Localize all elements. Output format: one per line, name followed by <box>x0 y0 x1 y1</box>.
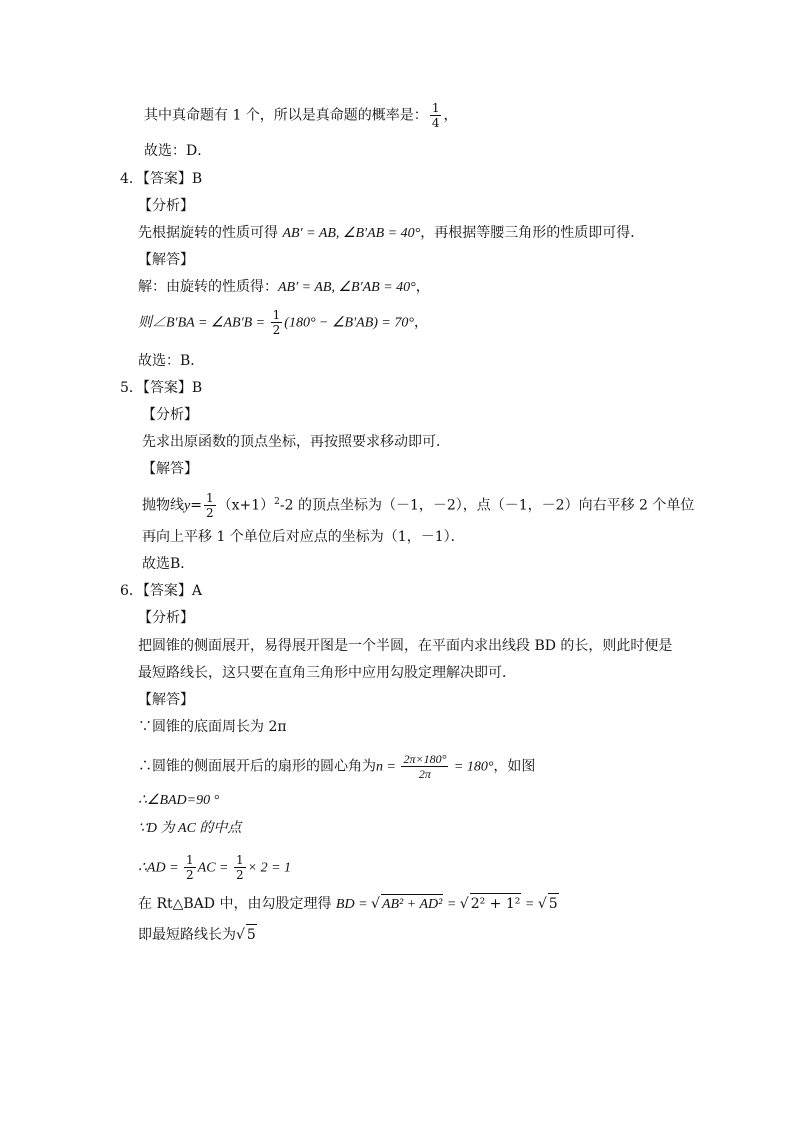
q4-solution-line1 <box>138 277 430 298</box>
math-expression: = 180° <box>450 759 494 775</box>
denominator: 2π <box>401 766 448 781</box>
math-expression: ∴∠BAD=90 ° <box>138 793 220 808</box>
numerator: 1 <box>186 853 194 867</box>
q6-header: 6．【答案】A <box>120 583 203 599</box>
q6-solution-label: 【解答】 <box>138 692 194 708</box>
text: 其中真命题有 1 个，所以是真命题的概率是： <box>144 107 428 124</box>
fraction-one-half <box>204 491 216 520</box>
q4-solution-label: 【解答】 <box>138 252 194 268</box>
superscript: 2 <box>274 496 280 507</box>
q6-step5 <box>138 853 291 882</box>
numerator: 1 <box>236 853 244 867</box>
q6-step2 <box>138 752 535 781</box>
q4-solution-line2 <box>138 308 428 337</box>
text: -2 的顶点坐标为（－1，－2），点（－1，－2）向右平移 2 个单位 <box>279 497 695 514</box>
q4-analysis-label: 【分析】 <box>138 198 194 214</box>
q5-choice: 故选B． <box>142 556 195 572</box>
q6-analysis-line2: 最短路线长，这只要在直角三角形中应用勾股定理解决即可． <box>138 665 516 681</box>
fraction-one-quarter <box>430 101 442 130</box>
math-expression: ∵D 为 AC 的中点 <box>138 821 242 836</box>
math-expression: n = <box>376 759 400 775</box>
text: = <box>190 497 202 514</box>
sqrt-icon: √ <box>371 896 380 912</box>
sqrt-icon: √ <box>537 896 547 912</box>
q6-step4 <box>138 818 241 839</box>
math-expression: = <box>443 897 460 912</box>
q6-step3 <box>138 790 219 811</box>
radicand: 5 <box>548 893 559 914</box>
sqrt-icon: √ <box>236 927 245 943</box>
q6-analysis-line1: 把圆锥的侧面展开，易得展开图是一个半圆，在平面内求出线段 BD 的长，则此时便是 <box>138 638 673 654</box>
denominator: 2 <box>186 868 194 882</box>
math-expression: BD = <box>335 897 372 912</box>
math-expression: AB′ = AB, ∠B′AB = 40° <box>282 226 421 241</box>
radicand: AB² + AD² <box>381 894 443 915</box>
q5-solution-label: 【解答】 <box>142 461 198 477</box>
math-expression: AC = <box>197 860 233 876</box>
text: ∴圆锥的侧面展开后的扇形的圆心角为 <box>138 758 376 775</box>
line-choice-d: 故选：D． <box>144 143 212 159</box>
text: 在 Rt△BAD 中，由勾股定理得 <box>138 896 336 912</box>
text: ， <box>413 314 428 331</box>
text: ，如图 <box>493 758 536 775</box>
math-expression: ∴AD = <box>138 860 183 876</box>
q4-analysis <box>138 223 644 244</box>
q4-header: 4．【答案】B <box>120 171 203 187</box>
q5-header: 5．【答案】B <box>120 380 203 396</box>
denominator: 2 <box>205 506 214 520</box>
denominator: 2 <box>272 323 281 337</box>
text: ， <box>443 107 458 124</box>
q5-solution-line1 <box>142 491 694 520</box>
sqrt-icon: √ <box>459 896 469 912</box>
text: 解：由旋转的性质得： <box>138 279 278 295</box>
denominator: 4 <box>431 116 440 130</box>
numerator: 1 <box>205 491 214 505</box>
denominator: 2 <box>236 868 244 882</box>
math-expression: 则∠B′BA = ∠AB′B = <box>138 315 269 331</box>
numerator: 2π×180° <box>403 752 447 766</box>
q6-analysis-label: 【分析】 <box>138 610 194 626</box>
q6-step1: ∵圆锥的底面周长为 2π <box>138 719 287 735</box>
text: ，再根据等腰三角形的性质即可得． <box>420 225 645 241</box>
text: ， <box>415 279 430 295</box>
radicand: 2² + 1² <box>470 893 522 914</box>
math-variable: y <box>184 498 191 514</box>
q4-choice: 故选：B． <box>138 353 205 369</box>
q6-step7 <box>138 924 257 945</box>
numerator: 1 <box>272 308 281 322</box>
fraction-one-half <box>234 853 246 882</box>
fraction-one-half <box>271 308 283 337</box>
fraction-one-half <box>184 853 196 882</box>
text: （x+1） <box>217 497 275 514</box>
radicand: 5 <box>246 924 257 945</box>
math-expression: AB′ = AB, ∠B′AB = 40° <box>278 280 416 295</box>
line-true-proposition <box>144 101 457 130</box>
math-expression: × 2 = 1 <box>247 860 292 876</box>
math-expression: (180° − ∠B′AB) = 70° <box>284 315 414 331</box>
math-expression: = <box>521 897 538 912</box>
q5-analysis-label: 【分析】 <box>142 407 198 423</box>
fraction-angle <box>401 752 448 781</box>
q6-step6 <box>138 893 559 915</box>
q5-analysis: 先求出原函数的顶点坐标，再按照要求移动即可． <box>142 434 450 450</box>
text: 先根据旋转的性质可得 <box>138 225 283 241</box>
numerator: 1 <box>431 101 440 115</box>
text: 抛物线 <box>142 497 184 514</box>
text: 即最短路线长为 <box>138 927 236 943</box>
q5-solution-line2: 再向上平移 1 个单位后对应点的坐标为（1，－1）． <box>142 529 465 545</box>
